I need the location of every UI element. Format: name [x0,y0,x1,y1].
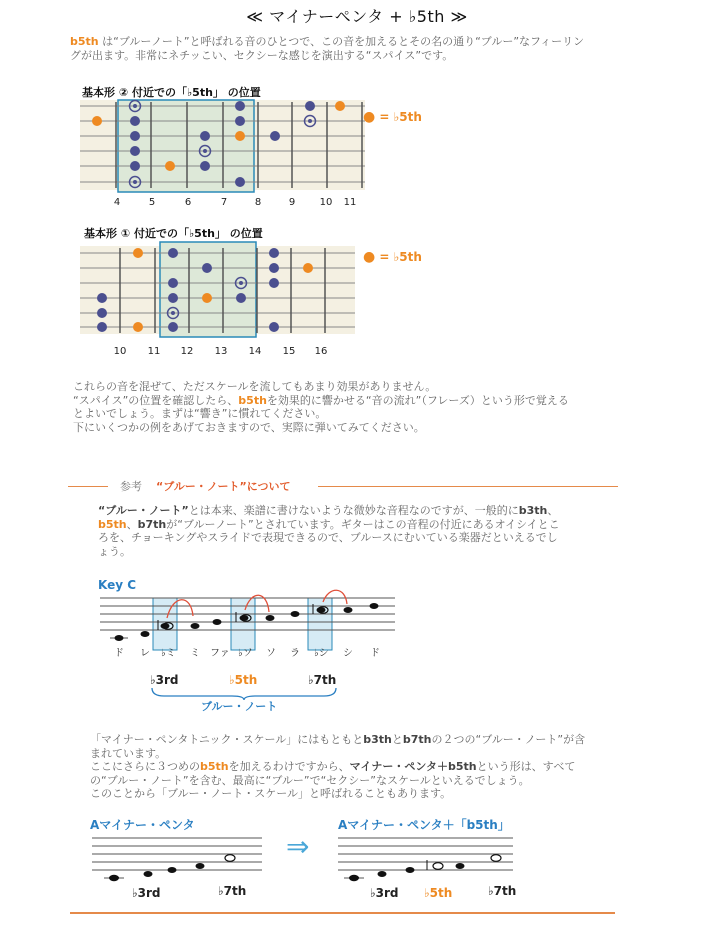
note-name: ♭ミ [161,648,176,659]
intro-b5th: b5th [70,35,99,48]
ref-text: が“ブルーノート”とされています。ギターはこの音程の付近にあるオイシイとこ [166,517,560,531]
ref-b7th: b7th [137,517,167,531]
intro-line2: グが出ます。非常にネチッこい、セクシーな感じを演出する“スパイス”です。 [70,48,454,62]
ref-bluenote: “ブルー・ノート” [98,504,189,517]
note-name: ミ [190,648,200,659]
p3-b5th: b5th [200,760,229,773]
pentatonic-paragraph [90,733,690,801]
reference-paragraph [98,504,668,558]
note-name: ド [370,648,380,659]
intro-line1: は“ブルーノート”と呼ばれる音のひとつで、この音を加えるとその名の通り“ブルー”なフィーリン [98,35,585,48]
body-line2c: を効果的に響かせる“音の流れ”（フレーズ）という形で覚える [266,393,569,407]
note-name: ラ [290,648,300,659]
fretboard-diagram-1 [80,98,370,198]
p3-text: の２つの“ブルー・ノート”が含 [431,733,586,746]
p3-text: を加えるわけですから、 [228,760,350,773]
ref-text: ろを、チョーキングやスライドで表現できるので、ブルースにむいている楽器だといえるでし [98,531,558,544]
note-name: レ [140,648,150,659]
fret-number: 11 [147,346,161,357]
p3-text: と [391,733,403,746]
bluenote-label: ブルー・ノート [201,700,278,713]
body-line3: とよいでしょう。まずは“響き”に慣れてください。 [73,407,327,420]
fret-number: 11 [343,197,357,208]
divider [318,486,618,487]
body-paragraph [73,380,693,434]
fret-number: 5 [148,197,156,208]
note-name: ♭ソ [238,648,253,659]
p3-b7th: b7th [402,733,432,746]
p3-text: 「マイナー・ペンタトニック・スケール」にはもともと [90,733,364,746]
fret-number: 10 [319,197,333,208]
diagram1-legend-text: = ♭5th [379,110,422,124]
fret-number: 4 [113,197,121,208]
right-staff-title: Aマイナー・ペンタ＋「b5th」 [338,818,510,832]
fret-number: 13 [214,346,228,357]
left-b3rd: ♭3rd [132,886,161,900]
p3-text: ここにさらに３つめの [90,760,200,773]
fret-number: 16 [314,346,328,357]
diagram2-legend-text: = ♭5th [379,250,422,264]
ref-b5th: b5th [98,517,127,531]
body-line1: これらの音を混ぜて、ただスケールを流してもあまり効果がありません。 [73,380,437,393]
right-b3rd: ♭3rd [370,886,399,900]
note-name: ソ [266,648,276,659]
ref-text: ょう。 [98,544,131,558]
note-name: ド [114,648,124,659]
arrow-right-icon: ⇒ [286,830,310,863]
fret-number: 12 [180,346,194,357]
p3-line2: まれています。 [90,746,167,760]
fret-number: 10 [113,346,127,357]
a-minor-penta-b5th-staff [338,830,518,890]
p3-line5: このことから「ブルー・ノート・スケール」と呼ばれることもあります。 [90,787,452,800]
ref-comma: 、 [547,504,559,517]
note-name: シ [343,648,353,659]
ref-b3th: b3th [518,504,548,517]
right-b7th: ♭7th [488,884,517,898]
page-title: ≪ マイナーペンタ + ♭5th ≫ [246,7,468,26]
fret-number: 15 [282,346,296,357]
fret-number: 8 [254,197,262,208]
intro-paragraph [70,35,690,62]
left-staff-title: Aマイナー・ペンタ [90,818,195,832]
ref-text: とは本来、楽譜に書けないような微妙な音程なのですが、一般的に [188,504,519,517]
label-b3rd: ♭3rd [150,673,179,687]
diagram2-title: 基本形 ① 付近での「♭5th」 の位置 [84,227,263,240]
right-b5th: ♭5th [424,886,453,900]
body-line4: 下にいくつかの例をあげておきますので、実際に弾いてみてください。 [73,420,425,434]
p3-b3th: b3th [363,733,392,746]
diagram2-legend [363,249,422,265]
p3-text: という形は、すべて [476,760,576,773]
p3-minorpenta-b5th: マイナー・ペンタ＋b5th [349,760,477,773]
ref-comma: 、 [126,517,138,531]
diagram1-title: 基本形 ② 付近での「♭5th」 の位置 [82,86,261,99]
bottom-divider [70,912,615,914]
p3-line4: の“ブルー・ノート”を含む、最高に“ブルー”で“セクシー”なスケールといえるでしょう。 [90,773,530,787]
reference-heading [120,478,290,494]
note-name: ♭シ [314,648,329,659]
note-names [110,644,390,658]
left-b7th: ♭7th [218,884,247,898]
a-minor-penta-staff [92,830,267,890]
label-b5th: ♭5th [229,673,258,687]
divider [68,486,108,487]
orange-dot-icon: ● [363,109,376,125]
body-b5th: b5th [238,393,267,407]
reference-title: “ブルー・ノート”について [156,480,291,493]
note-name: ファ [210,648,230,659]
body-line2a: “スパイス”の位置を確認したら、 [73,393,239,407]
fret-number: 7 [220,197,228,208]
fretboard-diagram-2 [80,240,360,340]
diagram1-legend [363,109,422,125]
fret-number: 14 [248,346,262,357]
reference-label: 参考 [120,480,142,493]
key-label: Key C [98,578,137,592]
label-b7th: ♭7th [308,673,337,687]
fret-number: 9 [288,197,296,208]
fret-number: 6 [184,197,192,208]
orange-dot-icon: ● [363,249,376,265]
